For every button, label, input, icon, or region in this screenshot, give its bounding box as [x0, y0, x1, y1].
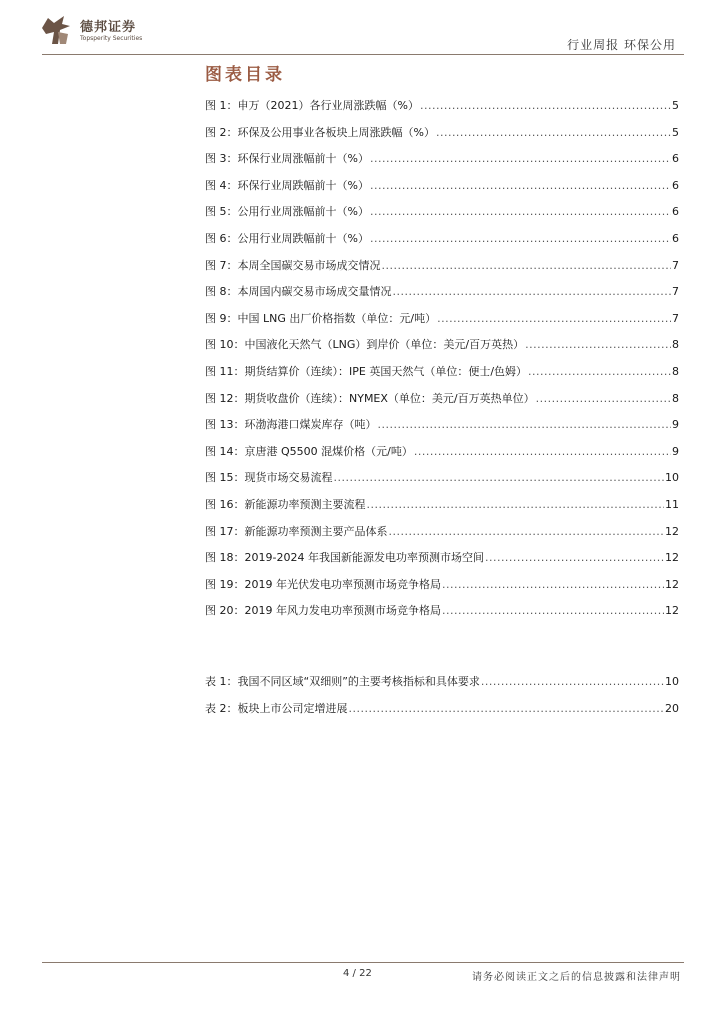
figure-toc-entry-label: 图 15：现货市场交易流程: [205, 471, 333, 485]
figure-toc-entry-label: 图 10：中国液化天然气（LNG）到岸价（单位：美元/百万英热）: [205, 338, 525, 352]
figure-toc-entry-page: 12: [665, 551, 679, 565]
figure-toc-entry[interactable]: [205, 310, 679, 337]
figure-toc-entry-page: 8: [672, 364, 679, 378]
figure-toc-entry-page: 12: [665, 577, 679, 591]
figure-toc-entry-page: 10: [665, 471, 679, 485]
table-toc-entry[interactable]: [205, 673, 679, 700]
figure-toc-entry-label: 图 20：2019 年风力发电功率预测市场竞争格局: [205, 604, 441, 618]
figure-toc-entry-page: 6: [672, 205, 679, 219]
table-toc-entry-label: 表 1：我国不同区域“双细则”的主要考核指标和具体要求: [205, 675, 480, 688]
figure-toc-entry-label: 图 13：环渤海港口煤炭库存（吨）: [205, 418, 377, 432]
figure-toc-entry-label: 图 4：环保行业周跌幅前十（%）: [205, 178, 369, 192]
dot-leader: [370, 177, 671, 195]
figure-toc-entry[interactable]: [205, 97, 679, 124]
figure-toc-entry[interactable]: [205, 523, 679, 550]
dot-leader: [481, 673, 664, 691]
dot-leader: [442, 602, 664, 620]
dot-leader: [370, 203, 671, 221]
figure-toc-entry-page: 8: [672, 391, 679, 405]
figure-toc-entry[interactable]: [205, 203, 679, 230]
header-divider: [42, 54, 684, 55]
figure-toc-entry-page: 12: [665, 524, 679, 538]
dot-leader: [389, 523, 665, 541]
figure-toc-entry-page: 9: [672, 444, 679, 458]
figure-toc-entry[interactable]: [205, 602, 679, 629]
figure-toc-entry-label: 图 12：期货收盘价（连续）：NYMEX（单位：美元/百万英热单位）: [205, 391, 535, 405]
toc-title: 图表目录: [205, 65, 285, 85]
dot-leader: [349, 700, 665, 718]
figure-toc-entry-page: 8: [672, 338, 679, 352]
figure-toc-entry-page: 12: [665, 604, 679, 618]
figure-toc-entry-label: 图 6：公用行业周跌幅前十（%）: [205, 231, 369, 245]
dot-leader: [525, 336, 671, 354]
figure-toc-entry[interactable]: [205, 363, 679, 390]
dot-leader: [420, 97, 671, 115]
figure-toc-entry-page: 7: [672, 311, 679, 325]
brand-logo: [38, 14, 148, 48]
disclaimer-note: 请务必阅读正文之后的信息披露和法律声明: [472, 972, 681, 983]
brand-name-en: Topsperity Securities: [80, 35, 143, 42]
page-header: [0, 0, 724, 60]
figure-toc-entry-label: 图 19：2019 年光伏发电功率预测市场竞争格局: [205, 577, 441, 591]
dot-leader: [367, 496, 665, 514]
figure-toc-entry[interactable]: [205, 443, 679, 470]
figure-toc-entry-label: 图 11：期货结算价（连续）：IPE 英国天然气（单位：便士/色姆）: [205, 364, 528, 378]
table-toc-entry-page: 20: [665, 701, 679, 715]
figure-toc-entry[interactable]: [205, 390, 679, 417]
table-toc-list: [205, 673, 679, 726]
figure-toc-entry[interactable]: [205, 336, 679, 363]
figure-toc-entry-label: 图 16：新能源功率预测主要流程: [205, 497, 366, 511]
figure-toc-entry-page: 6: [672, 231, 679, 245]
footer-divider: [42, 962, 684, 963]
dot-leader: [334, 469, 665, 487]
figure-toc-entry-label: 图 18：2019-2024 年我国新能源发电功率预测市场空间: [205, 551, 484, 565]
dot-leader: [442, 576, 664, 594]
figure-toc-entry-label: 图 17：新能源功率预测主要产品体系: [205, 524, 388, 538]
brand-logo-icon: [38, 14, 74, 48]
figure-toc-entry[interactable]: [205, 283, 679, 310]
figure-toc-entry[interactable]: [205, 496, 679, 523]
dot-leader: [528, 363, 671, 381]
page-indicator: 4 / 22: [343, 968, 372, 979]
figure-toc-entry-label: 图 5：公用行业周涨幅前十（%）: [205, 205, 369, 219]
figure-toc-entry-label: 图 7：本周全国碳交易市场成交情况: [205, 258, 381, 272]
figure-toc-entry-page: 11: [665, 497, 679, 511]
figure-toc-entry-label: 图 2：环保及公用事业各板块上周涨跌幅（%）: [205, 125, 435, 139]
dot-leader: [382, 257, 672, 275]
brand-name: 德邦证券: [80, 20, 137, 35]
table-toc-entry-label: 表 2：板块上市公司定增进展: [205, 701, 348, 715]
dot-leader: [370, 230, 671, 248]
dot-leader: [414, 443, 671, 461]
figure-toc-entry[interactable]: [205, 576, 679, 603]
table-toc-entry[interactable]: [205, 700, 679, 727]
figure-toc-entry-page: 5: [672, 99, 679, 112]
figure-toc-entry[interactable]: [205, 177, 679, 204]
dot-leader: [393, 283, 672, 301]
figure-toc-entry-label: 图 8：本周国内碳交易市场成交量情况: [205, 285, 392, 299]
figure-toc-entry-page: 7: [672, 258, 679, 272]
dot-leader: [485, 549, 664, 567]
report-type: 行业周报 环保公用: [567, 38, 676, 52]
figure-toc-entry[interactable]: [205, 230, 679, 257]
dot-leader: [436, 124, 671, 142]
dot-leader: [536, 390, 671, 408]
figure-toc-entry-page: 6: [672, 178, 679, 192]
figure-toc-entry[interactable]: [205, 150, 679, 177]
figure-toc-entry-label: 图 9：中国 LNG 出厂价格指数（单位：元/吨）: [205, 311, 437, 325]
figure-toc-entry[interactable]: [205, 549, 679, 576]
figure-toc-entry-page: 5: [672, 125, 679, 139]
figure-toc-list: [205, 97, 679, 629]
figure-toc-entry[interactable]: [205, 257, 679, 284]
dot-leader: [437, 310, 671, 328]
figure-toc-entry-label: 图 14：京唐港 Q5500 混煤价格（元/吨）: [205, 444, 413, 458]
figure-toc-entry[interactable]: [205, 469, 679, 496]
figure-toc-entry-page: 7: [672, 285, 679, 299]
table-toc-entry-page: 10: [665, 675, 679, 688]
figure-toc-entry[interactable]: [205, 416, 679, 443]
figure-toc-entry[interactable]: [205, 124, 679, 151]
dot-leader: [370, 150, 671, 168]
figure-toc-entry-label: 图 1：申万（2021）各行业周涨跌幅（%）: [205, 99, 419, 112]
figure-toc-entry-label: 图 3：环保行业周涨幅前十（%）: [205, 152, 369, 166]
dot-leader: [378, 416, 672, 434]
figure-toc-entry-page: 9: [672, 418, 679, 432]
figure-toc-entry-page: 6: [672, 152, 679, 166]
